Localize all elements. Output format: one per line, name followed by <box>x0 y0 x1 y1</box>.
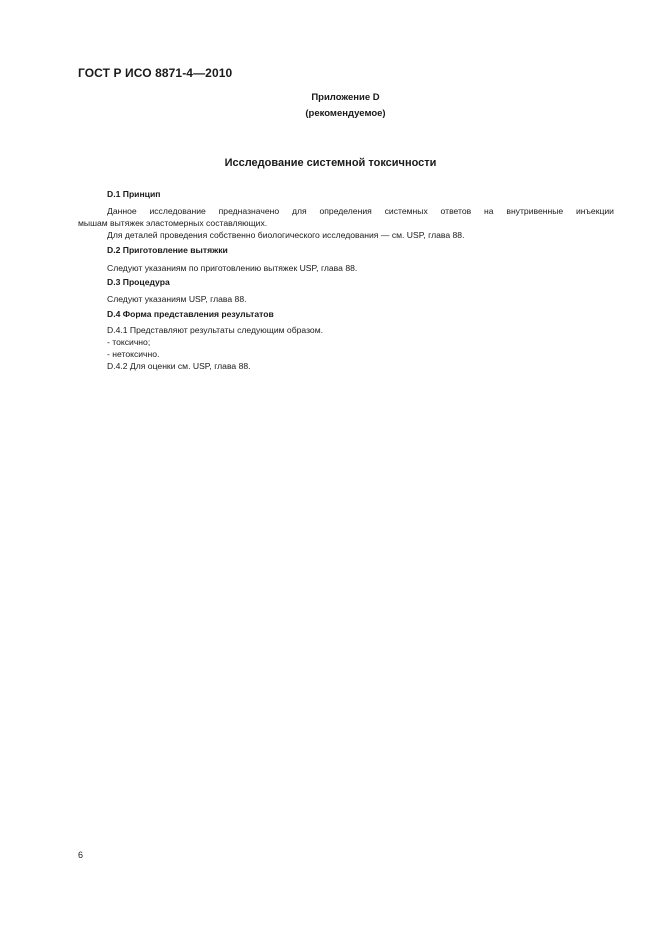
section-title: Исследование системной токсичности <box>224 157 437 169</box>
d4-item-1: D.4.1 Представляют результаты следующим образом. <box>107 325 324 335</box>
d2-paragraph: Следуют указаниям по приготовлению вытяжек USP, глава 88. <box>107 263 358 273</box>
annex-type: (рекомендуемое) <box>305 108 386 119</box>
annex-title: Приложение D <box>311 92 380 103</box>
d4-bullet-nontoxic: - нетоксично. <box>107 349 160 359</box>
heading-d4: D.4 Форма представления результатов <box>107 309 274 319</box>
d1-paragraph-line1: Данное исследование предназначено для определения системных ответов на внутривенные инъекции <box>107 206 614 216</box>
heading-d2: D.2 Приготовление вытяжки <box>107 245 228 255</box>
d3-paragraph: Следуют указаниям USP, глава 88. <box>107 294 247 304</box>
heading-d3: D.3 Процедура <box>107 277 170 287</box>
d1-paragraph-line2: мышам вытяжек эластомерных составляющих. <box>78 218 268 228</box>
page-number: 6 <box>78 850 84 860</box>
d4-item-2: D.4.2 Для оценки см. USP, глава 88. <box>107 361 251 371</box>
d4-bullet-toxic: - токсично; <box>107 337 151 347</box>
heading-d1: D.1 Принцип <box>107 189 161 199</box>
document-code-header: ГОСТ Р ИСО 8871-4—2010 <box>78 66 233 80</box>
d1-paragraph-2: Для деталей проведения собственно биологического исследования — см. USP, глава 88. <box>107 230 465 240</box>
